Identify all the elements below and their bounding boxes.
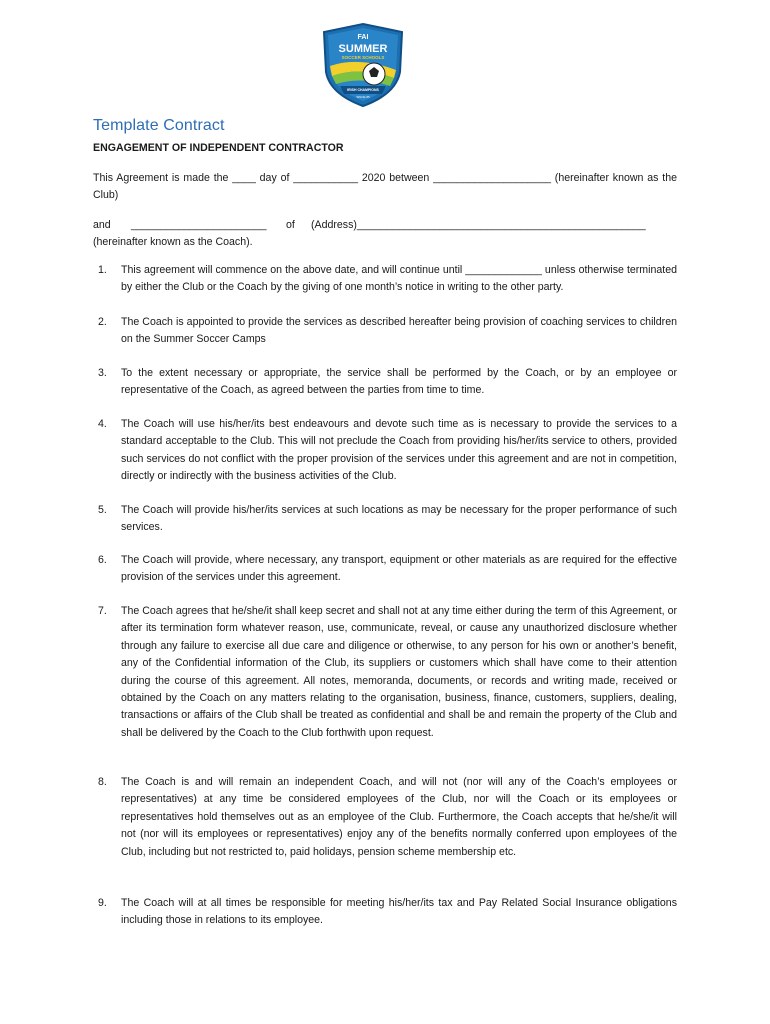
logo-banner-sub: SINCE 85 xyxy=(356,95,370,99)
logo-main-text: SUMMER xyxy=(338,43,388,55)
clause-item xyxy=(93,774,677,861)
clause-text: This agreement will commence on the above date, and will continue until _____________ unless otherwise terminated by either the Club or the Coach by the giving of one month’s notice in writing to the other party. xyxy=(121,264,677,294)
coach-name-blank: _______________________ xyxy=(131,219,267,231)
summer-soccer-schools-logo xyxy=(318,22,408,108)
document-subtitle: ENGAGEMENT OF INDEPENDENT CONTRACTOR xyxy=(93,142,344,154)
document-title: Template Contract xyxy=(93,117,225,134)
clause-item xyxy=(93,314,677,349)
clause-item xyxy=(93,416,677,486)
crest-icon xyxy=(318,22,408,108)
and-label: and xyxy=(93,219,111,231)
clause-number: 3. xyxy=(98,367,107,379)
clause-number: 7. xyxy=(98,605,107,617)
clause-number: 9. xyxy=(98,897,107,909)
logo-sub-text: SOCCER SCHOOLS xyxy=(341,55,385,60)
clause-number: 1. xyxy=(98,264,107,276)
of-label: of xyxy=(286,219,295,231)
clause-number: 2. xyxy=(98,316,107,328)
clause-text: The Coach is and will remain an independent Coach, and will not (nor will any of the Coach’s employees or representatives) at any time be considered employees of the Club, nor will the Coach or its employees or representatives hold themselves out as an employee of the Club. Furthermore, the Coach accepts that he/she/it will not (nor will its employees or representatives) enjoy any of the benefits normally conferred upon employees of the Club, including but not restricted to, paid holidays, pension scheme membership etc. xyxy=(121,776,677,858)
clause-text: The Coach will use his/her/its best endeavours and devote such time as is necessary to provide the services to a standard acceptable to the Club. This will not preclude the Coach from providing his/her/its service to others, provided such services do not conflict with the proper provision of the services under this agreement and are not in competition, directly or indirectly with the business activities of the Club. xyxy=(121,418,677,483)
coach-line-continuation: (hereinafter known as the Coach). xyxy=(93,236,253,248)
clause-item xyxy=(93,552,677,587)
clause-item xyxy=(93,895,677,930)
clause-text: The Coach agrees that he/she/it shall keep secret and shall not at any time either during the term of this Agreement, or after its termination form whatever reason, use, communicate, reveal, or cause any unauthorized disclosure whether through any failure to exercise all due care and diligence or otherwise, to any person for his own or another’s benefit, any of the Confidential information of the Club, its suppliers or customers which shall have come to their attention during the course of this agreement. All notes, memoranda, documents, or records and writing made, received or obtained by the Coach on any matters relating to the organisation, business, finance, customers, suppliers, dealing, transactions or affairs of the Club shall be treated as confidential and shall be and remain the property of the Club and shall be delivered by the Coach to the Club forthwith upon request. xyxy=(121,605,677,739)
clause-item xyxy=(93,365,677,400)
logo-top-text: FAI xyxy=(357,34,369,41)
clause-number: 8. xyxy=(98,776,107,788)
clause-text: The Coach will provide, where necessary, any transport, equipment or other materials as are required for the effective provision of the services under this agreement. xyxy=(121,554,677,584)
clause-number: 5. xyxy=(98,504,107,516)
clause-item xyxy=(93,603,677,742)
clause-text: The Coach will at all times be responsible for meeting his/her/its tax and Pay Related Social Insurance obligations including those in relations to its employee. xyxy=(121,897,677,927)
agreement-intro: This Agreement is made the ____ day of ___________ 2020 between ____________________ (hereinafter known as the Club) xyxy=(93,172,677,201)
clause-text: The Coach will provide his/her/its services at such locations as may be necessary for the proper performance of such services. xyxy=(121,504,677,534)
address-blank: (Address)_________________________________________________ xyxy=(311,219,646,231)
logo-banner-text: IRISH CHAMPIONS xyxy=(347,88,379,92)
clause-item xyxy=(93,262,677,297)
clause-text: The Coach is appointed to provide the services as described hereafter being provision of coaching services to children on the Summer Soccer Camps xyxy=(121,316,677,346)
clause-text: To the extent necessary or appropriate, the service shall be performed by the Coach, or by an employee or representative of the Coach, as agreed between the parties from time to time. xyxy=(121,367,677,397)
clause-number: 4. xyxy=(98,418,107,430)
clause-item xyxy=(93,502,677,537)
clause-number: 6. xyxy=(98,554,107,566)
